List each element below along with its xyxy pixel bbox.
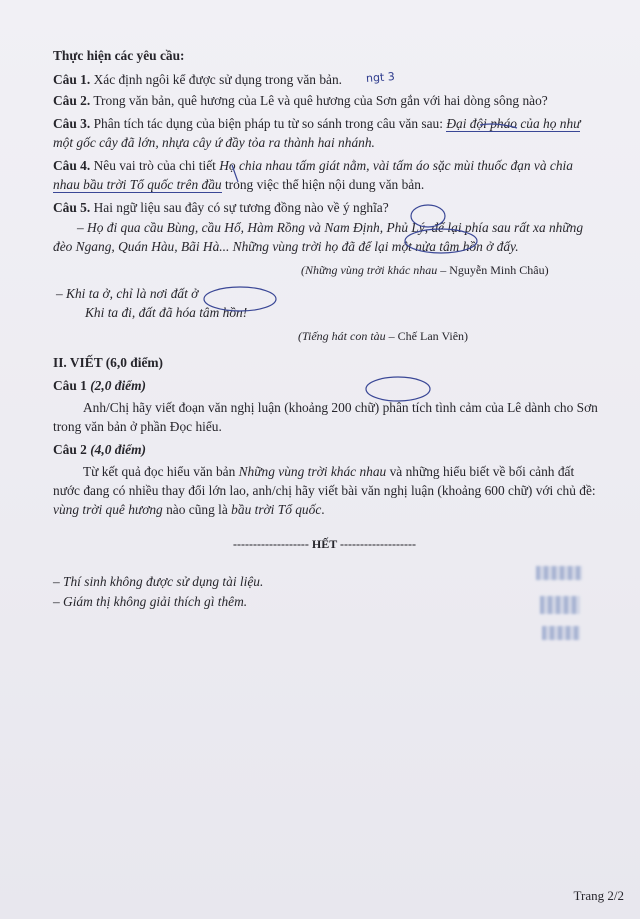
question-4-text-b: trong việc thể hiện nội dung văn bản.	[224, 177, 425, 192]
writing-question-2-theme-d: .	[321, 502, 325, 517]
question-1-text: Xác định ngôi kể được sử dụng trong văn bản.	[93, 72, 343, 87]
excerpt-2-source-author: – Chế Lan Viên)	[385, 329, 469, 343]
question-3-quote-b: một gốc cây đã lớn, nhựa cây ứ đầy tỏa ra thành hai nhánh.	[53, 135, 375, 150]
excerpt-2-line-1: – Khi ta ở, chỉ là nơi đất ở	[56, 286, 199, 301]
writing-question-2-theme-b: nào cũng là	[162, 502, 232, 517]
question-5-number: Câu 5.	[53, 200, 91, 215]
writing-question-2-points: (4,0 điểm)	[90, 442, 146, 457]
writing-question-2-line-2: nước đang có nhiều thay đổi lớn lao, anh/chị hãy viết bài văn nghị luận (khoảng 600 chữ) với chủ đề:	[53, 483, 596, 498]
question-1-number: Câu 1.	[53, 72, 91, 87]
question-2-text: Trong văn bản, quê hương của Lê và quê hương của Sơn gắn với hai dòng sông nào?	[93, 93, 548, 108]
writing-question-1-label: Câu 1	[53, 378, 87, 393]
section-2-title: II. VIẾT (6,0 điểm)	[53, 355, 163, 370]
page-number: Trang 2/2	[573, 888, 624, 903]
pen-stroke-2	[232, 165, 238, 182]
pen-stroke	[480, 124, 517, 128]
question-2-number: Câu 2.	[53, 93, 91, 108]
excerpt-1-line-1: – Họ đi qua cầu Bùng, cầu Hổ, Hàm Rồng và Nam Định, Phủ Lý, để lại phía sau rất xa những	[77, 220, 584, 235]
question-4-quote-a: Họ chia nhau tấm giát nằm, vài tấm áo sặc mùi thuốc đạn và chia	[219, 158, 573, 173]
question-5-text: Hai ngữ liệu sau đây có sự tương đồng nào về ý nghĩa?	[93, 200, 389, 215]
writing-question-2-theme-c: bầu trời Tổ quốc	[231, 502, 322, 517]
handwritten-note: ngt 3	[365, 70, 396, 85]
excerpt-2-line-2: Khi ta đi, đất đã hóa tâm hồn!	[85, 305, 248, 320]
question-4-quote-b: nhau bầu trời Tổ quốc trên đầu	[53, 177, 222, 192]
question-4-number: Câu 4.	[53, 158, 91, 173]
circle-annotation-phan-tich	[366, 377, 430, 401]
writing-question-1-line-2: trong văn bản ở phần Đọc hiểu.	[53, 419, 222, 434]
writing-question-2-title: Những vùng trời khác nhau	[238, 464, 387, 479]
writing-question-1-line-1: Anh/Chị hãy viết đoạn văn nghị luận (khoảng 200 chữ) phân tích tình cảm của Lê dành cho Sơn	[83, 400, 598, 415]
writing-question-1-points: (2,0 điểm)	[90, 378, 146, 393]
excerpt-2-source-title: (Tiếng hát con tàu	[298, 329, 386, 343]
question-4-text-a: Nêu vai trò của chi tiết	[93, 158, 216, 173]
end-marker: ------------------- HẾT -------------------	[233, 537, 416, 551]
excerpt-1-source-title: (Những vùng trời khác nhau	[301, 263, 438, 277]
question-3-number: Câu 3.	[53, 116, 91, 131]
note-1: – Thí sinh không được sử dụng tài liệu.	[53, 574, 264, 589]
question-3-quote-a: Đại đội pháo của họ như	[446, 116, 581, 131]
writing-question-2-label: Câu 2	[53, 442, 87, 457]
note-2: – Giám thị không giải thích gì thêm.	[53, 594, 248, 609]
circle-annotation-tam-hon	[405, 229, 477, 253]
writing-question-2-text-a: Từ kết quả đọc hiểu văn bản	[83, 464, 239, 479]
circle-annotation-tam-hon-2	[204, 287, 276, 311]
writing-question-2-theme-a: vùng trời quê hương	[53, 502, 163, 517]
section-heading: Thực hiện các yêu cầu:	[53, 48, 185, 63]
excerpt-1-line-2: đèo Ngang, Quán Hàu, Bãi Hà... Những vùng trời họ đã để lại một nửa tâm hồn ở đấy.	[53, 239, 519, 254]
writing-question-2-text-b: và những hiểu biết về bối cảnh đất	[386, 464, 575, 479]
question-3-text: Phân tích tác dụng của biện pháp tu từ so sánh trong câu văn sau:	[93, 116, 443, 131]
circle-annotation-ben-bai	[411, 205, 445, 227]
excerpt-1-source-author: – Nguyễn Minh Châu)	[437, 263, 549, 277]
